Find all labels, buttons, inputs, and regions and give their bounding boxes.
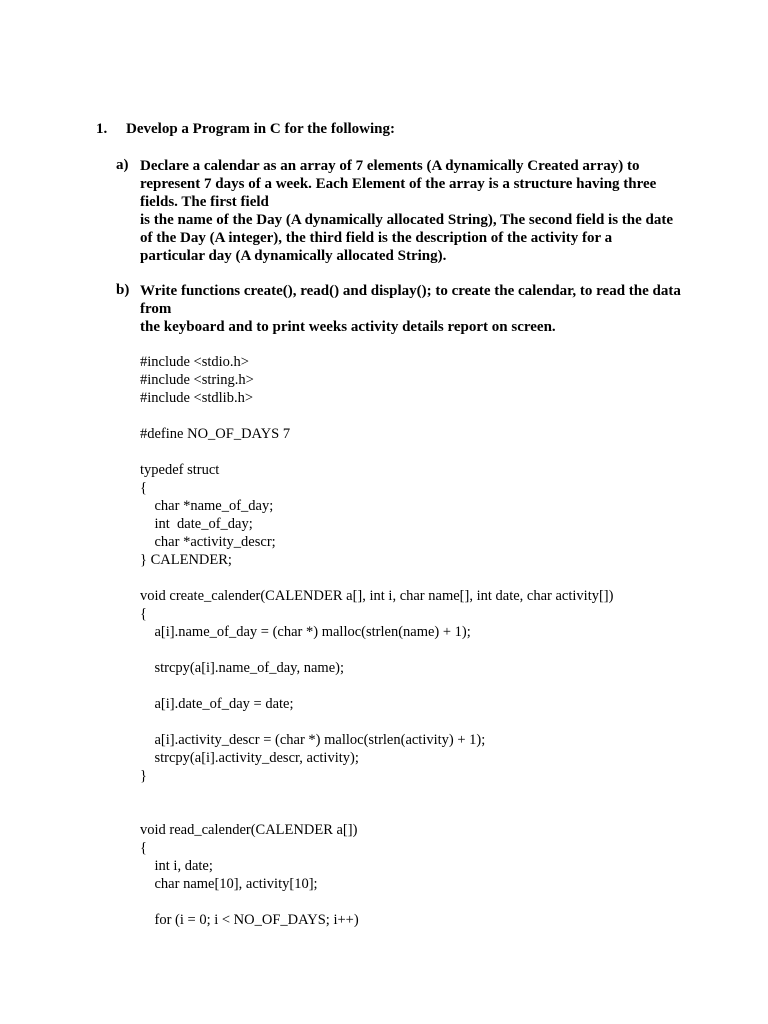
code-line: { <box>140 480 147 496</box>
code-line: strcpy(a[i].activity_descr, activity); <box>140 750 359 766</box>
code-line: int date_of_day; <box>140 516 253 532</box>
code-line: for (i = 0; i < NO_OF_DAYS; i++) <box>140 912 359 928</box>
code-line <box>140 893 613 911</box>
code-line: } CALENDER; <box>140 552 232 568</box>
code-line <box>140 677 613 695</box>
question-number: 1. <box>96 121 108 137</box>
part-a-line: particular day (A dynamically allocated String). <box>140 248 447 264</box>
code-line: { <box>140 606 147 622</box>
code-line <box>140 641 613 659</box>
code-line <box>140 785 613 803</box>
code-line: #include <stdlib.h> <box>140 390 254 406</box>
part-a-line: fields. The first field <box>140 194 269 210</box>
part-b-line: the keyboard and to print weeks activity details report on screen. <box>140 319 556 335</box>
question-title: Develop a Program in C for the following: <box>126 121 395 137</box>
code-line: #define NO_OF_DAYS 7 <box>140 426 291 442</box>
code-line <box>140 407 613 425</box>
code-line: typedef struct <box>140 462 220 478</box>
code-line: char *activity_descr; <box>140 534 276 550</box>
code-line: #include <string.h> <box>140 372 254 388</box>
code-line: a[i].date_of_day = date; <box>140 696 294 712</box>
code-line: a[i].name_of_day = (char *) malloc(strlen(name) + 1); <box>140 624 471 640</box>
code-line: } <box>140 768 147 784</box>
code-line: void create_calender(CALENDER a[], int i, char name[], int date, char activity[]) <box>140 588 614 604</box>
part-b-text <box>140 282 700 336</box>
code-line: #include <stdio.h> <box>140 354 249 370</box>
part-b-line: from <box>140 301 172 317</box>
code-line: char name[10], activity[10]; <box>140 876 318 892</box>
part-b-line: Write functions create(), read() and display(); to create the calendar, to read the data <box>140 283 681 299</box>
code-line: int i, date; <box>140 858 213 874</box>
part-a-letter: a) <box>116 157 129 173</box>
part-a-line: of the Day (A integer), the third field is the description of the activity for a <box>140 230 613 246</box>
code-line: strcpy(a[i].name_of_day, name); <box>140 660 344 676</box>
code-line: void read_calender(CALENDER a[]) <box>140 822 358 838</box>
code-line: a[i].activity_descr = (char *) malloc(strlen(activity) + 1); <box>140 732 486 748</box>
code-line: { <box>140 840 147 856</box>
code-line <box>140 443 613 461</box>
part-a-line: represent 7 days of a week. Each Element of the array is a structure having three <box>140 176 657 192</box>
code-line <box>140 569 613 587</box>
code-listing <box>140 353 613 929</box>
part-b-letter: b) <box>116 282 130 298</box>
code-line: char *name_of_day; <box>140 498 274 514</box>
code-line <box>140 713 613 731</box>
code-line <box>140 803 613 821</box>
part-a-text <box>140 157 700 265</box>
part-a-line: Declare a calendar as an array of 7 elements (A dynamically Created array) to <box>140 158 640 174</box>
part-a-line: is the name of the Day (A dynamically allocated String), The second field is the date <box>140 212 674 228</box>
